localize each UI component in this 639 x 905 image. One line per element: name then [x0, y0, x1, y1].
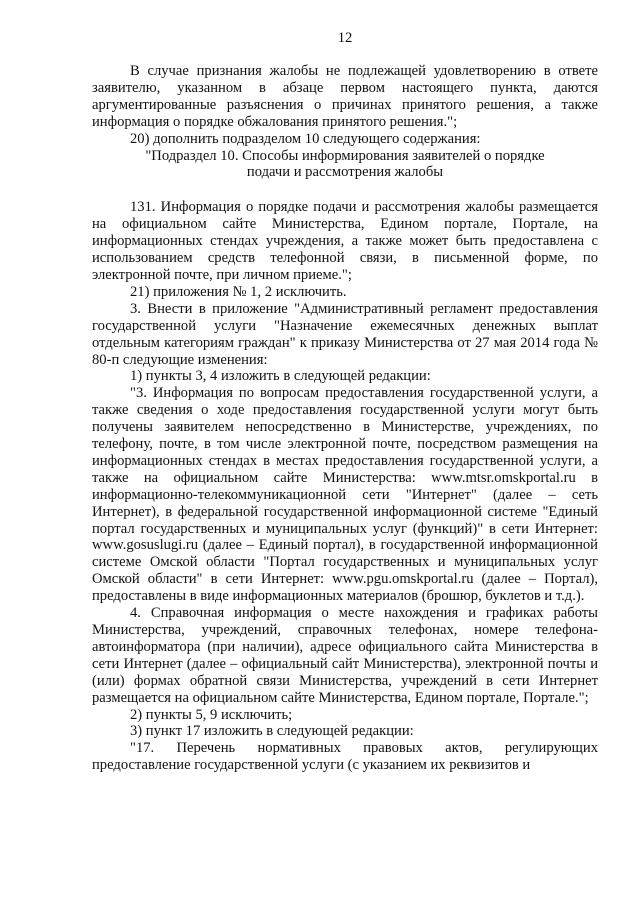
- paragraph-131: 131. Информация о порядке подачи и рассмотрения жалобы размещается на официальном сайте Министерства, Едином портале, Портале, на информационных стендах учреждения, а также может быть предоставлена с использованием средств телефонной связи, в письменной форме, по электронной почте, при личном приеме.";: [92, 199, 598, 283]
- paragraph-point-4: 4. Справочная информация о месте нахождения и графиках работы Министерства, учреждений, справочных телефонах, номере телефона-автоинформатора (при наличии), адресе официального сайта Министерства в сети Интернет (далее – официальный сайт Министерства), электронной почты и (или) формах обратной связи Министерства, учреждений в сети Интернет размещается на официальном сайте Министерства, Едином портале, Портале.";: [92, 605, 598, 706]
- paragraph-sub-3: 3) пункт 17 изложить в следующей редакции:: [130, 723, 414, 740]
- paragraph-sub-2: 2) пункты 5, 9 исключить;: [130, 706, 293, 723]
- paragraph-point-17: "17. Перечень нормативных правовых актов, регулирующих предоставление государственной услуги (с указанием их реквизитов и: [92, 740, 598, 774]
- paragraph-complaint-rejection: В случае признания жалобы не подлежащей удовлетворению в ответе заявителю, указанном в абзаце первом настоящего пункта, даются аргументированные разъяснения о причинах принятого решения, а также информация о порядке обжалования принятого решения.";: [92, 63, 598, 130]
- paragraph-item-20: 20) дополнить подразделом 10 следующего содержания:: [130, 130, 481, 147]
- paragraph-sub-1: 1) пункты 3, 4 изложить в следующей редакции:: [130, 368, 431, 385]
- paragraph-item-21: 21) приложения № 1, 2 исключить.: [130, 283, 347, 300]
- page-number: 12: [337, 30, 353, 46]
- document-page: [92, 30, 598, 774]
- paragraph-item-3: 3. Внести в приложение "Административный регламент предоставления государственной услуги "Назначение ежемесячных денежных выплат отдельным категориям граждан" к приказу Министерства от 27 мая 2014 года № 80-п следующие изменения:: [92, 300, 598, 368]
- subsection-heading-line2: подачи и рассмотрения жалобы: [246, 164, 444, 181]
- paragraph-point-3: "3. Информация по вопросам предоставления государственной услуги, а также сведения о ходе предоставления государственной услуги могут быть получены заявителем непосредственно в Министерстве, учреждениях, по телефону, почте, в том числе электронной почте, посредством размещения на информационных стендах в местах предоставления государственной услуги, а также на официальном сайте Министерства: www.mtsr.omskportal.ru в информационно-телекоммуникационной сети "Интернет" (далее – сеть Интернет), в федеральной государственной информационной системе "Единый портал государственных и муниципальных услуг (функций)" в сети Интернет: www.gosuslugi.ru (далее – Единый портал), в государственной информационной системе Омской области "Портал государственных и муниципальных услуг Омской области" в сети Интернет: www.pgu.omskportal.ru (далее – Портал), предоставлены в виде информационных материалов (брошюр, буклетов и т.д.).: [92, 385, 598, 605]
- subsection-heading-line1: "Подраздел 10. Способы информирования заявителей о порядке: [145, 147, 545, 164]
